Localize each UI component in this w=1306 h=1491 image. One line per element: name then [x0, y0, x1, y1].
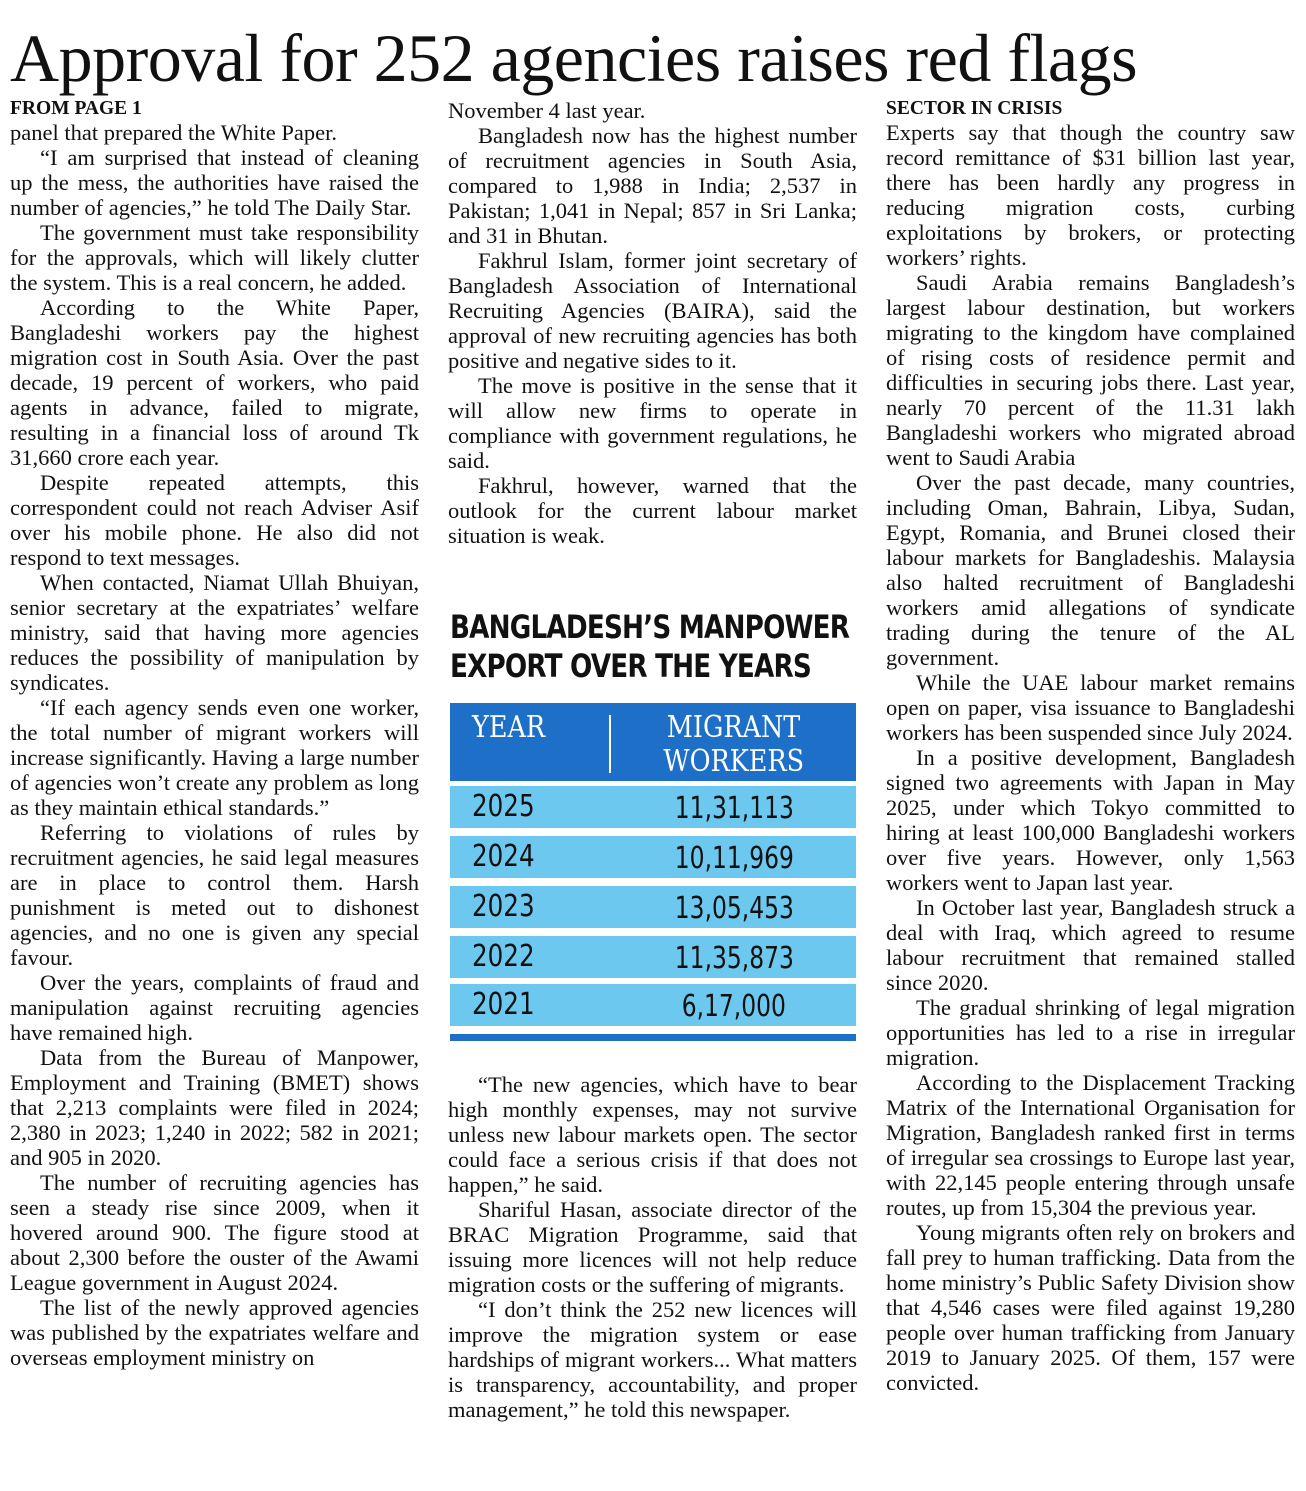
header-divider — [609, 715, 611, 773]
paragraph: In October last year, Bangladesh struck a deal with Iraq, which agreed to resume labour recruitment that remained stalled since 2020. — [886, 895, 1295, 995]
paragraph: panel that prepared the White Paper. — [10, 120, 337, 145]
table-row — [450, 786, 856, 828]
paragraph: Fakhrul, however, warned that the outlook for the current labour market situation is weak. — [448, 473, 857, 548]
paragraph: Saudi Arabia remains Bangladesh’s largest labour destination, but workers migrating to the kingdom have complained of rising costs of residence permit and difficulties in securing jobs there. Last year, nearly 70 percent of the 11.31 lakh Bangladeshi workers who migrated abroad went to Saudi Arabia — [886, 270, 1295, 470]
row-workers: 10,11,969 — [674, 841, 794, 876]
column-header-workers-line-2: WORKERS — [663, 744, 805, 779]
table-row — [450, 836, 856, 878]
table-header — [450, 703, 856, 781]
jump-kicker: FROM PAGE 1 — [10, 98, 142, 119]
article-column-1 — [10, 98, 419, 1370]
paragraph: Over the past decade, many countries, including Oman, Bahrain, Libya, Sudan, Egypt, Romania, and Brunei closed their labour markets for Bangladeshis. Malaysia also halted recruitment of Bangladeshi workers amid allegations of syndicate trading during the tenure of the AL government. — [886, 470, 1295, 670]
paragraph: Referring to violations of rules by recruitment agencies, he said legal measures are in place to control them. Harsh punishment is meted out to dishonest agencies, and no one is given any special favour. — [10, 820, 419, 970]
paragraph: Shariful Hasan, associate director of the BRAC Migration Programme, said that issuing more licences will not help reduce migration costs or the suffering of migrants. — [448, 1197, 857, 1297]
paragraph: The move is positive in the sense that it will allow new firms to operate in compliance with government regulations, he said. — [448, 373, 857, 473]
paragraph: Experts say that though the country saw record remittance of $31 billion last year, there has been hardly any progress in reducing migration costs, curbing exploitations by brokers, or protecting workers’ rights. — [886, 120, 1295, 270]
article-column-2-top — [448, 98, 857, 548]
row-year: 2025 — [472, 789, 535, 824]
paragraph: Bangladesh now has the highest number of recruitment agencies in South Asia, compared to 1,988 in India; 2,537 in Pakistan; 1,041 in Nepal; 857 in Sri Lanka; and 31 in Bhutan. — [448, 123, 857, 248]
paragraph: While the UAE labour market remains open on paper, visa issuance to Bangladeshi workers has been suspended since July 2024. — [886, 670, 1295, 745]
column-header-workers-line-1: MIGRANT — [667, 710, 801, 745]
row-workers: 11,31,113 — [674, 791, 794, 826]
table-row — [450, 886, 856, 928]
paragraph: “I am surprised that instead of cleaning up the mess, the authorities have raised the number of agencies,” he told The Daily Star. — [10, 145, 419, 220]
row-workers: 11,35,873 — [674, 941, 794, 976]
paragraph: Fakhrul Islam, former joint secretary of Bangladesh Association of International Recruiting Agencies (BAIRA), said the approval of new recruiting agencies has both positive and negative sides to it. — [448, 248, 857, 373]
row-year: 2022 — [472, 939, 535, 974]
infobox-title — [450, 608, 856, 686]
paragraph: In a positive development, Bangladesh signed two agreements with Japan in May 2025, under which Tokyo committed to hiring at least 100,000 Bangladeshi workers over five years. However, only 1,563 workers went to Japan last year. — [886, 745, 1295, 895]
paragraph: November 4 last year. — [448, 98, 646, 123]
paragraph: “The new agencies, which have to bear high monthly expenses, may not survive unless new labour markets open. The sector could face a serious crisis if that does not happen,” he said. — [448, 1072, 857, 1197]
paragraph: According to the White Paper, Bangladeshi workers pay the highest migration cost in South Asia. Over the past decade, 19 percent of workers, who paid agents in advance, failed to migrate, resulting in a financial loss of around Tk 31,660 crore each year. — [10, 295, 419, 470]
row-year: 2024 — [472, 839, 535, 874]
paragraph: Data from the Bureau of Manpower, Employment and Training (BMET) shows that 2,213 complaints were filed in 2024; 2,380 in 2023; 1,240 in 2022; 582 in 2021; and 905 in 2020. — [10, 1045, 419, 1170]
column-header-workers — [612, 711, 856, 779]
paragraph: The gradual shrinking of legal migration opportunities has led to a rise in irregular migration. — [886, 995, 1295, 1070]
row-year: 2021 — [472, 987, 535, 1022]
table-row — [450, 936, 856, 978]
paragraph: “I don’t think the 252 new licences will improve the migration system or ease hardships of migrant workers... What matters is transparency, accountability, and proper management,” he told this newspaper. — [448, 1297, 857, 1422]
paragraph: The government must take responsibility for the approvals, which will likely clutter the system. This is a real concern, he added. — [10, 220, 419, 295]
row-workers: 13,05,453 — [674, 891, 794, 926]
infobox-title-line-1: BANGLADESH’S MANPOWER — [450, 608, 850, 646]
paragraph: Over the years, complaints of fraud and manipulation against recruiting agencies have remained high. — [10, 970, 419, 1045]
paragraph: According to the Displacement Tracking Matrix of the International Organisation for Migration, Bangladesh ranked first in terms of irregular sea crossings to Europe last year, with 22,145 people entering through unsafe routes, up from 15,304 the previous year. — [886, 1070, 1295, 1220]
section-subhead: SECTOR IN CRISIS — [886, 98, 1063, 119]
paragraph: “If each agency sends even one worker, the total number of migrant workers will increase significantly. Having a large number of agencies won’t create any problem as long as they maintain ethical standards.” — [10, 695, 419, 820]
row-workers: 6,17,000 — [681, 989, 787, 1024]
article-column-2-bottom — [448, 1072, 857, 1422]
table-row — [450, 984, 856, 1026]
paragraph: When contacted, Niamat Ullah Bhuiyan, senior secretary at the expatriates’ welfare ministry, said that having more agencies reduces the possibility of manipulation by syndicates. — [10, 570, 419, 695]
paragraph: Despite repeated attempts, this correspondent could not reach Adviser Asif over his mobile phone. He also did not respond to text messages. — [10, 470, 419, 570]
infobox-title-line-2: EXPORT OVER THE YEARS — [450, 647, 811, 685]
headline: Approval for 252 agencies raises red flags — [10, 20, 1138, 96]
article-column-3 — [886, 98, 1295, 1395]
table-bottom-bar — [450, 1034, 856, 1041]
paragraph: The number of recruiting agencies has seen a steady rise since 2009, when it hovered around 900. The figure stood at about 2,300 before the ouster of the Awami League government in August 2024. — [10, 1170, 419, 1295]
column-header-year: YEAR — [472, 710, 546, 745]
paragraph: The list of the newly approved agencies was published by the expatriates welfare and overseas employment ministry on — [10, 1295, 419, 1370]
paragraph: Young migrants often rely on brokers and fall prey to human trafficking. Data from the home ministry’s Public Safety Division show that 4,546 cases were filed against 19,280 people over human trafficking from January 2019 to January 2025. Of them, 157 were convicted. — [886, 1220, 1295, 1395]
row-year: 2023 — [472, 889, 535, 924]
